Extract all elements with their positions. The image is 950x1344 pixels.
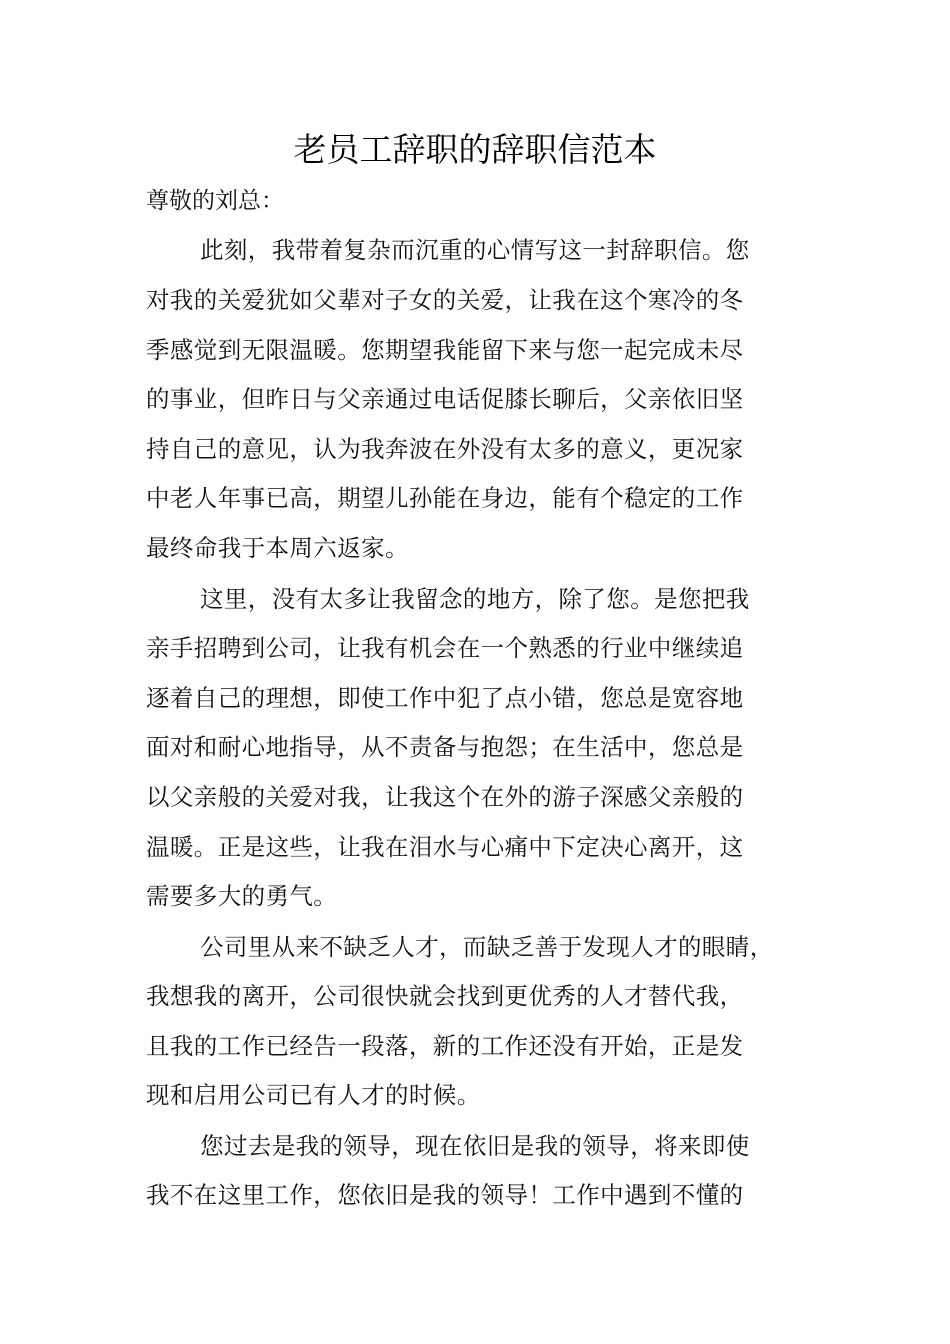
paragraph-line: 且我的工作已经告一段落，新的工作还没有开始，正是发 (146, 1032, 744, 1060)
paragraph-line: 需要多大的勇气。 (146, 882, 338, 910)
paragraph-line: 以父亲般的关爱对我，让我这个在外的游子深感父亲般的 (146, 783, 744, 811)
paragraph-line: 我想我的离开，公司很快就会找到更优秀的人才替代我， (146, 982, 744, 1010)
paragraph-line: 中老人年事已高，期望儿孙能在身边，能有个稳定的工作 (146, 484, 744, 512)
paragraph-line: 现和启用公司已有人才的时候。 (146, 1081, 481, 1109)
paragraph-line: 持自己的意见，认为我奔波在外没有太多的意义，更况家 (146, 435, 744, 463)
paragraph-line: 面对和耐心地指导，从不责备与抱怨；在生活中，您总是 (146, 733, 744, 761)
paragraph-line: 的事业，但昨日与父亲通过电话促膝长聊后，父亲依旧坚 (146, 385, 744, 413)
paragraph-line: 对我的关爱犹如父辈对子女的关爱，让我在这个寒冷的冬 (146, 286, 744, 314)
document-title: 老员工辞职的辞职信范本 (293, 130, 657, 169)
salutation: 尊敬的刘总： (146, 188, 284, 214)
paragraph-line: 逐着自己的理想，即使工作中犯了点小错，您总是宽容地 (146, 684, 744, 712)
paragraph-line: 亲手招聘到公司，让我有机会在一个熟悉的行业中继续追 (146, 634, 744, 662)
paragraph-line: 我不在这里工作，您依旧是我的领导！工作中遇到不懂的 (146, 1181, 744, 1209)
paragraph-line: 此刻，我带着复杂而沉重的心情写这一封辞职信。您 (200, 236, 750, 264)
paragraph-line: 这里，没有太多让我留念的地方，除了您。是您把我 (200, 585, 750, 613)
paragraph-line: 季感觉到无限温暖。您期望我能留下来与您一起完成未尽 (146, 336, 744, 364)
paragraph-line: 温暖。正是这些，让我在泪水与心痛中下定决心离开，这 (146, 833, 744, 861)
paragraph-line: 最终命我于本周六返家。 (146, 534, 409, 562)
paragraph-line: 您过去是我的领导，现在依旧是我的领导，将来即使 (200, 1132, 750, 1160)
paragraph-line: 公司里从来不缺乏人才，而缺乏善于发现人才的眼睛， (200, 933, 774, 961)
